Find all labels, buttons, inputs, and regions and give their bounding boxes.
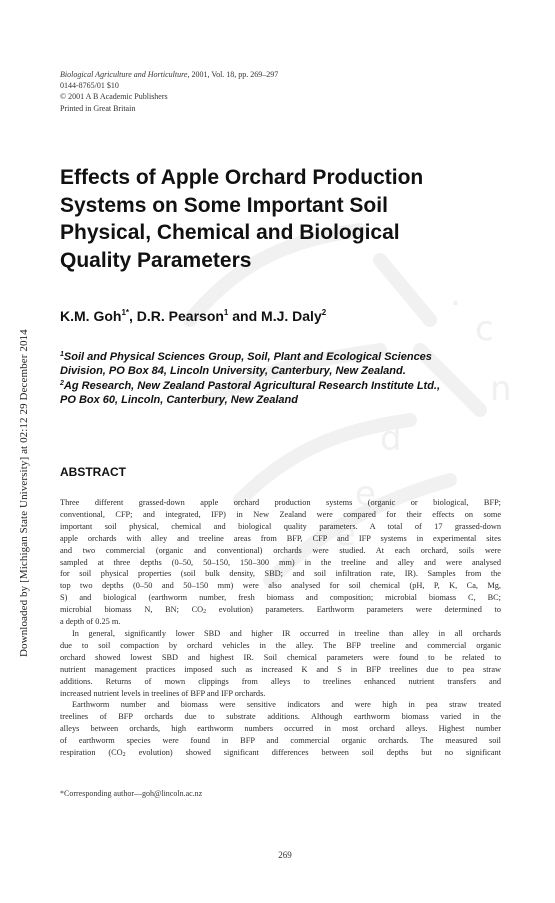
abstract-line: orchard showed lowest SBD and highest IR. Soil chemical parameters were found to be related to: [60, 652, 501, 662]
abstract-line: alleys between orchards, high earthworm numbers occurred in most orchard alleys. Highest number: [60, 724, 501, 734]
title-line: Systems on Some Important Soil: [60, 193, 388, 217]
paper-title: [60, 164, 520, 274]
abstract-line: apple orchards with alley and treeline areas from BFP, CFP and IFP systems in experimental sites: [60, 533, 501, 543]
svg-text:d: d: [380, 419, 402, 459]
abstract-line: of earthworm species were found in BFP and commercial organic orchards. The measured soil: [60, 736, 501, 746]
affiliation-line: $^1$Soil and Physical Sciences Group, Soil, Plant and Ecological Sciences: [60, 351, 432, 363]
download-note: Downloaded by [Michigan State University] at 02:12 29 December 2014: [18, 329, 30, 657]
author-name: K.M. Goh: [60, 308, 122, 324]
journal-issn: 0144-8765/01 $10: [60, 81, 119, 91]
journal-header: [60, 69, 278, 114]
author-name: , D.R. Pearson: [129, 308, 224, 324]
abstract-line: and two commercial (organic and conventional) orchards were studied. At each orchard, soils were: [60, 545, 501, 555]
abstract-line: nutrient management practices imposed such as increased K and S in BFP treelines due to pea straw: [60, 664, 501, 674]
corresponding-author-footnote: *Corresponding author—goh@lincoln.ac.nz: [60, 789, 203, 798]
abstract-line: important soil physical, chemical and biological quality parameters. A total of 17 grassed-down: [60, 521, 501, 531]
svg-text:c: c: [475, 309, 494, 349]
abstract-line: due to soil compaction by orchard vehicles in the alley. The BFP treeline and commercial organic: [60, 640, 501, 650]
abstract-line: Three different grassed-down apple orchard production systems (organic or biological, BFP;: [60, 498, 501, 507]
abstract-line: additions. Returns of mown clippings from alleys to treelines enhanced nutrient transfers and: [60, 676, 501, 686]
affiliations: [60, 350, 510, 408]
author-name: and M.J. Daly: [228, 308, 322, 324]
title-line: Quality Parameters: [60, 248, 252, 272]
author-affiliation-mark: 1*: [121, 308, 129, 317]
author-affiliation-mark: 1: [223, 308, 229, 317]
abstract-line: increased nutrient levels in treelines of BFP and IFP orchards.: [60, 688, 266, 698]
title-line: Effects of Apple Orchard Production: [60, 166, 424, 189]
affiliation-line: $^2$Ag Research, New Zealand Pastoral Agricultural Research Institute Ltd.,: [60, 379, 441, 392]
abstract-line: for soil physical properties (soil bulk density, SBD; and soil infiltration rate, IR). Samples from the: [60, 569, 501, 579]
abstract-line: microbial biomass N, BN; $CO_2$ evolution) parameters. Earthworm parameters were determined to: [60, 605, 501, 616]
journal-copyright: © 2001 A B Academic Publishers: [60, 92, 168, 102]
abstract-line: treelines of BFP orchards due to substrate additions. Although earthworm biomass varied in the: [60, 712, 501, 722]
abstract-body: [60, 497, 501, 759]
abstract-line: top two depths (0–50 and 50–150 mm) were also analysed for soil chemical (pH, P, K, Ca, Mg,: [60, 581, 501, 591]
abstract-line: conventional, CFP; and integrated, IFP) in New Zealand were compared for their effects on some: [60, 509, 501, 519]
abstract-line: a depth of 0.25 m.: [60, 617, 121, 627]
abstract-line: Earthworm number and biomass were sensitive indicators and were high in pea straw treated: [72, 700, 501, 710]
page-number: 269: [278, 850, 292, 860]
journal-volume: 2001, Vol. 18, pp. 269–297: [189, 70, 279, 79]
svg-text:.: .: [450, 274, 461, 314]
abstract-heading: ABSTRACT: [60, 465, 126, 479]
svg-text:n: n: [490, 369, 512, 409]
affiliation-line: Division, PO Box 84, Lincoln University, Canterbury, New Zealand.: [60, 365, 406, 378]
journal-printed: Printed in Great Britain: [60, 103, 136, 113]
abstract-line: In general, significantly lower SBD and higher IR occurred in treeline than alley in all orchards: [72, 628, 501, 638]
title-line: Physical, Chemical and Biological: [60, 221, 400, 245]
affiliation-mark: 2: [60, 379, 64, 387]
abstract-line: respiration ($CO_2$ evolution) showed significant differences between soil depths but no significant: [60, 748, 501, 759]
abstract-line: S) and biological (earthworm number, fresh biomass and composition; microbial biomass C, BC;: [60, 593, 501, 603]
affiliation-mark: 1: [60, 351, 64, 358]
journal-name: Biological Agriculture and Horticulture,: [60, 70, 190, 79]
journal-citation: [60, 69, 278, 80]
author-affiliation-mark: 2: [321, 308, 327, 317]
abstract-line: sampled at three depths (0–50, 50–150, 150–300 mm) in the treeline and alley and were analysed: [60, 557, 501, 567]
affiliation-line: PO Box 60, Lincoln, Canterbury, New Zealand: [60, 394, 298, 407]
svg-text:e: e: [355, 474, 376, 514]
svg-text:e: e: [335, 514, 356, 554]
author-list: [60, 307, 326, 325]
